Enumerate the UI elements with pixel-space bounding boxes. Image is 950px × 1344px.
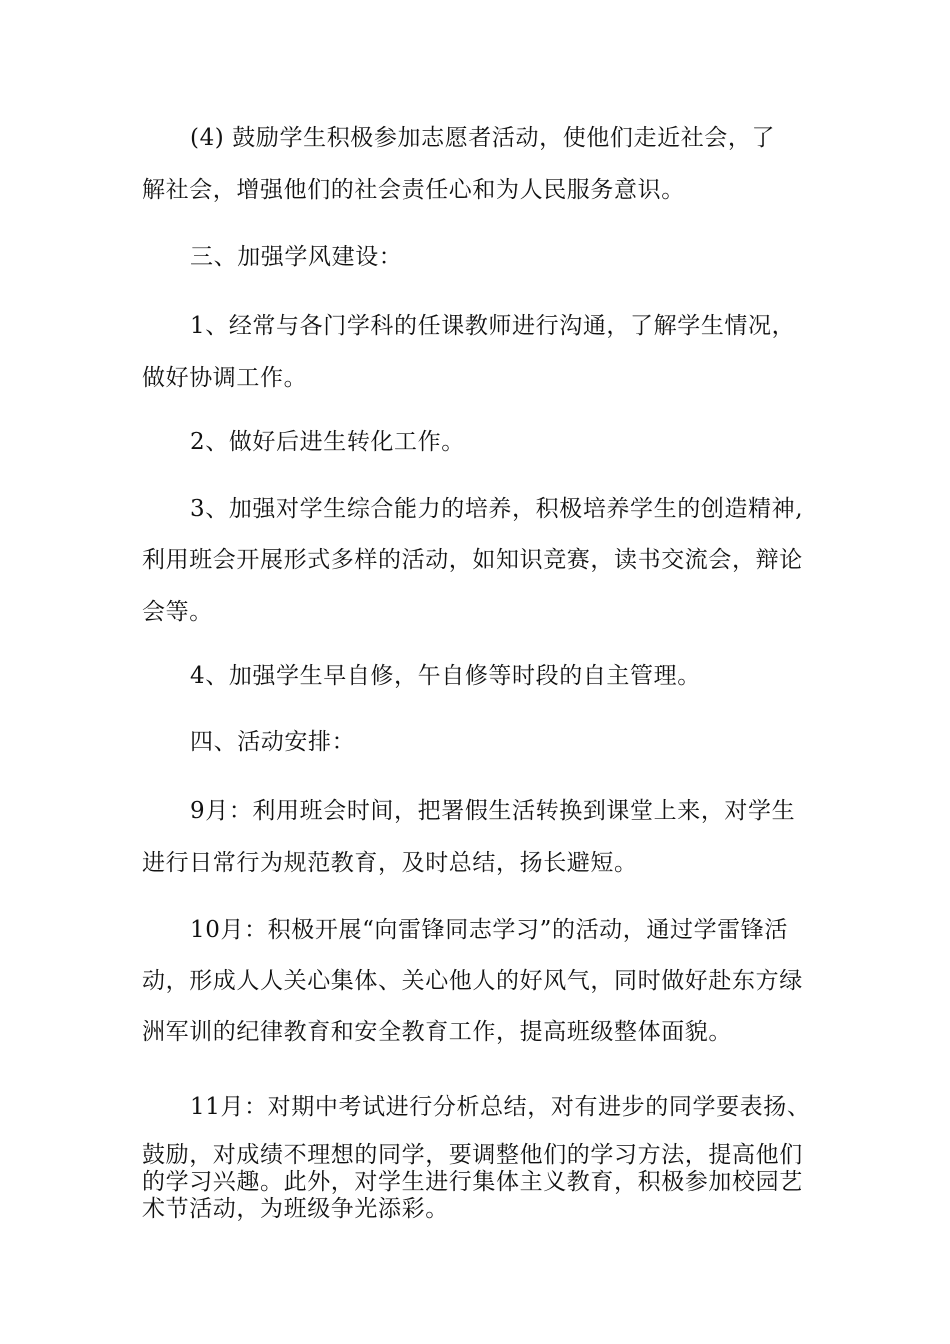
item-3-line-1: 3、加强对学生综合能力的培养，积极培养学生的创造精神, [190, 496, 804, 522]
october-line-2: 动，形成人人关心集体、关心他人的好风气，同时做好赴东方绿 [142, 968, 803, 994]
paragraph-4-line-1: (4) 鼓励学生积极参加志愿者活动，使他们走近社会，了 [190, 125, 776, 151]
october-line-1: 10月：积极开展“向雷锋同志学习”的活动，通过学雷锋活 [190, 917, 788, 943]
paragraph-4-line-2: 解社会，增强他们的社会责任心和为人民服务意识。 [142, 177, 685, 203]
october-line-3: 洲军训的纪律教育和安全教育工作，提高班级整体面貌。 [142, 1019, 732, 1045]
section-heading-3: 三、加强学风建设： [190, 244, 403, 270]
september-line-1: 9月：利用班会时间，把署假生活转换到课堂上来，对学生 [190, 798, 796, 824]
november-line-4: 术节活动，为班级争光添彩。 [142, 1196, 449, 1222]
september-line-2: 进行日常行为规范教育，及时总结，扬长避短。 [142, 850, 638, 876]
item-4: 4、加强学生早自修，午自修等时段的自主管理。 [190, 663, 701, 689]
november-line-3: 的学习兴趣。此外，对学生进行集体主义教育，积极参加校园艺 [142, 1169, 803, 1195]
item-3-line-2: 利用班会开展形式多样的活动，如知识竞赛，读书交流会，辩论 [142, 547, 803, 573]
item-3-line-3: 会等。 [142, 599, 213, 625]
section-heading-4: 四、活动安排： [190, 729, 356, 755]
item-2: 2、做好后进生转化工作。 [190, 429, 465, 455]
november-line-1: 11月：对期中考试进行分析总结，对有进步的同学要表扬、 [190, 1094, 811, 1120]
november-line-2: 鼓励，对成绩不理想的同学，要调整他们的学习方法，提高他们 [142, 1142, 803, 1168]
item-1-line-2: 做好协调工作。 [142, 365, 308, 391]
item-1-line-1: 1、经常与各门学科的任课教师进行沟通，了解学生情况， [190, 313, 796, 339]
